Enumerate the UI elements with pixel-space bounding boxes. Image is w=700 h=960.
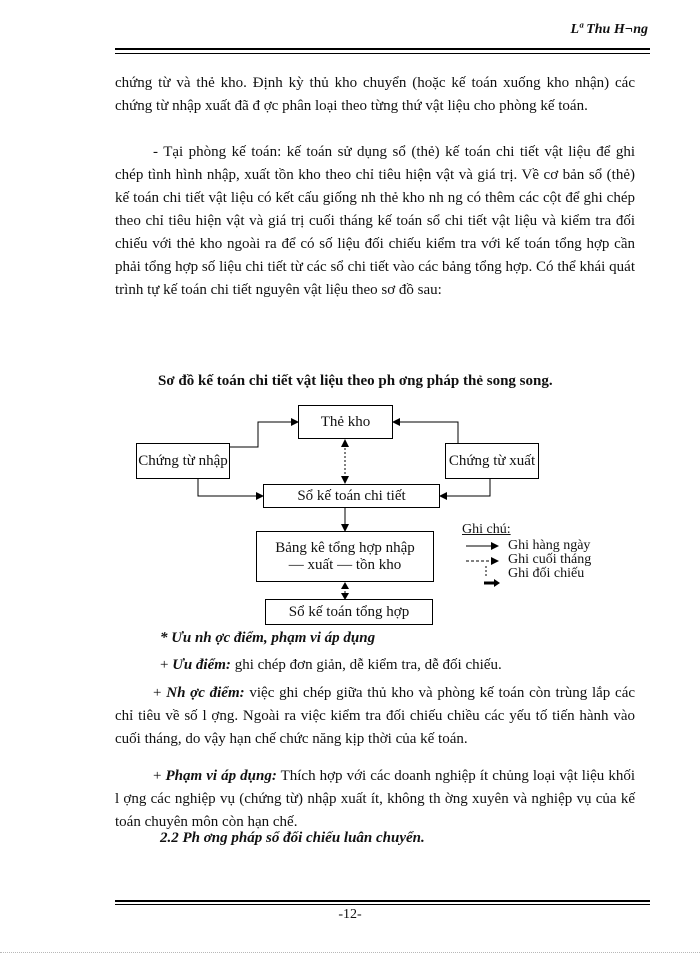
page-number: -12- — [338, 907, 362, 922]
header-author: Lª Thu H¬ng — [570, 22, 648, 37]
arrow-nhap-to-thekho — [230, 422, 298, 447]
legend-check: Ghi đối chiếu — [508, 566, 585, 581]
box-chung-tu-xuat: Chứng từ xuất — [445, 443, 539, 479]
diagram-title: Sơ đồ kế toán chi tiết vật liệu theo ph ơng pháp thẻ song song. — [158, 373, 553, 389]
box-bang-ke-tong-hop — [256, 531, 434, 582]
advantages-text: ghi chép đơn giản, dễ kiểm tra, dễ đối chiếu. — [230, 657, 502, 673]
arrow-xuat-to-sochitiet — [440, 479, 490, 496]
box-so-ke-toan-chi-tiet: Sổ kế toán chi tiết — [263, 484, 440, 508]
disadvantages-text: việc ghi chép giữa thủ kho và phòng kế toán còn trùng lắp các chỉ tiêu về số l ợng. Ngoài ra việc kiểm tra đối chiếu chiều các yếu tố tiến hành vào cuối tháng, do vậy hạn chế chức năng kịp thời của kế toán. — [115, 685, 636, 747]
disadvantages-paragraph — [115, 682, 635, 751]
legend-daily: Ghi hàng ngày — [508, 538, 591, 553]
plus-bullet: + — [160, 657, 169, 673]
advantages-label: Ưu điểm: — [172, 657, 231, 673]
bang-ke-line-2: — xuất — tồn kho — [288, 556, 402, 573]
arrow-nhap-to-sochitiet — [198, 479, 263, 496]
evaluation-heading: * Ưu nh ợc điểm, phạm vi áp dụng — [160, 630, 376, 646]
paragraph-1: chứng từ và thẻ kho. Định kỳ thủ kho chuyển (hoặc kế toán xuống kho nhận) các chứng từ nhập xuất đã đ ợc phân loại theo từng thứ vật liệu cho phòng kế toán. — [115, 75, 635, 114]
advantages-line — [160, 657, 502, 674]
disadvantages-label: Nh ợc điểm: — [166, 685, 245, 701]
scope-label: Phạm vi áp dụng: — [165, 768, 277, 784]
paragraph-2: - Tại phòng kế toán: kế toán sử dụng sổ (thẻ) kế toán chi tiết vật liệu để ghi chép tình hình nhập, xuất tồn kho theo chỉ tiêu hiện vật và giá trị. Về cơ bản sổ (thẻ) kế toán chi tiết vật liệu có kết cấu giống nh thẻ kho nh ng có thêm các cột để ghi chép theo chỉ tiêu hiện vật và giá trị cuối tháng kế toán sổ chi tiết vật liệu và kiểm tra đối chiếu với thẻ kho ngoài ra để có số liệu đối chiếu kiểm tra với kế toán tổng hợp cần phải tổng hợp số liệu chi tiết từ các sổ chi tiết vào các bảng tổng hợp. Có thể khái quát trình tự kế toán chi tiết nguyên vật liệu theo sơ đồ sau: — [115, 144, 635, 298]
scope-paragraph — [115, 765, 635, 834]
page-edge — [0, 952, 700, 953]
box-chung-tu-nhap: Chứng từ nhập — [136, 443, 230, 479]
plus-bullet: + — [153, 768, 162, 784]
legend-monthly: Ghi cuối tháng — [508, 552, 592, 567]
footer-rule-thin — [115, 904, 650, 905]
section-heading: 2.2 Ph ơng pháp sổ đối chiếu luân chuyển. — [160, 830, 425, 846]
box-the-kho: Thẻ kho — [298, 405, 393, 439]
legend-title: Ghi chú: — [462, 522, 511, 537]
bang-ke-line-1: Bảng kê tổng hợp nhập — [275, 539, 415, 556]
footer-rule — [115, 900, 650, 902]
scope-text: Thích hợp với các doanh nghiệp ít chủng loại vật liệu khối l ợng các nghiệp vụ (chứng từ) nhập xuất ít, không th ờng xuyên và nghiệp vụ của kế toán chuyên môn còn hạn chế. — [115, 768, 635, 830]
box-so-ke-toan-tong-hop: Sổ kế toán tổng hợp — [265, 599, 433, 625]
plus-bullet: + — [153, 685, 162, 701]
